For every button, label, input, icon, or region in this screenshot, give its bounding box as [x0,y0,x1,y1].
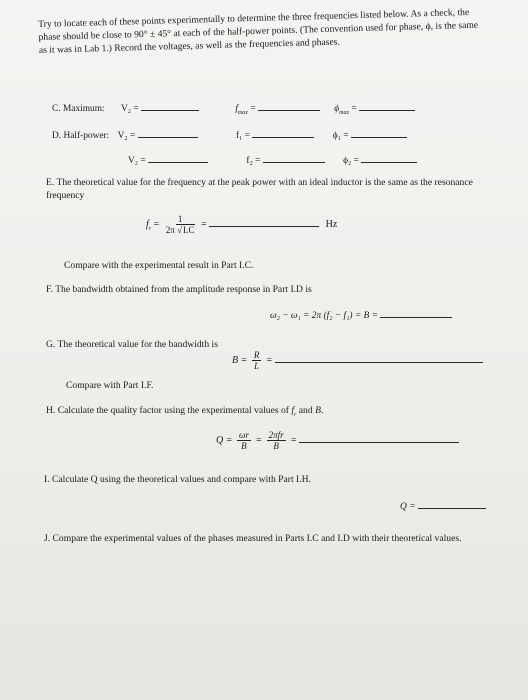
part-h-text-pre: H. Calculate the quality factor using the experimental values of [46,405,289,416]
part-g-lhs: B = [232,354,248,366]
part-d-f1: f₁ = [235,131,251,141]
part-c-v2: V₂ = [120,104,139,114]
part-d-v2-a: V₂ = [117,131,136,141]
part-e-text: E. The theoretical value for the frequency at the peak power with an ideal inductor is the same as the resonance frequency [46,177,473,201]
part-d-phi1-blank[interactable] [351,136,407,138]
part-h-fraction-1 [237,430,251,451]
part-c-phi: ϕ [334,104,340,114]
part-d-v2b-blank[interactable] [148,161,208,163]
part-e-num: 1 [177,214,183,224]
part-d-f2-blank[interactable] [263,161,325,163]
part-c-phi-sub: max [339,109,350,116]
part-g-den: L [254,361,260,371]
part-h-den1: B [241,441,247,451]
part-h-num1: ωr [238,430,249,440]
part-g-blank[interactable] [275,361,483,363]
part-c-f-blank[interactable] [258,109,320,111]
part-d-phi1: ϕ₁ = [332,131,349,141]
part-h-var-b: B [315,405,321,416]
part-h-den2: B [273,441,279,451]
part-d-f2: f₂ = [246,156,261,166]
part-e-lhs: f [146,218,149,230]
part-h-var-f-sub: r [294,411,297,418]
part-i-eq: Q = [400,502,416,512]
part-d-phi2: ϕ₂ = [343,156,359,166]
part-f-blank[interactable] [380,316,452,318]
part-g-fraction [252,350,262,371]
part-d-v2a-blank[interactable] [138,136,198,138]
part-e-blank[interactable] [209,225,319,227]
part-e-unit: Hz [325,218,338,230]
part-c-v2-blank[interactable] [141,109,199,111]
part-d-row1 [52,131,407,141]
part-c-label: C. Maximum: [52,104,105,114]
part-d-f1-blank[interactable] [252,136,314,138]
part-h-text-and: and [298,405,313,416]
part-c-f-sub: max [237,109,248,116]
part-d-row2 [128,156,417,166]
part-e-den-pre: 2π [165,225,175,235]
part-e-den-root: LC [183,225,195,235]
part-f-eq: ω₂ − ω₁ = 2π (f₂ − f₁) = B = [270,311,378,321]
part-h-lhs: Q = [216,434,233,446]
part-e-fraction: $\frac{1}{2\pi √LC}$ [165,214,195,235]
part-g-compare: Compare with Part I.F. [66,380,154,391]
intro-paragraph: Try to locate each of these points experimentally to determine the three frequencies listed below. As a check, the phase should be close to 90° ± 45° at each of the half-power points. (The convention used for phase, ϕ, is the same as it was in Lab 1.) Record the voltages, as well as the frequencies and phases. [38,6,479,56]
part-e-equation: $f_r$ = $\frac{1}{2\pi √LC}$ = Hz [146,214,338,235]
part-f-equation [270,311,452,321]
part-e-compare: Compare with the experimental result in Part I.C. [64,260,254,271]
part-f-text: F. The bandwidth obtained from the amplitude response in Part I.D is [46,284,312,295]
part-h-fraction-2 [267,430,286,451]
part-h-var-f: f [291,405,295,416]
part-g-equation: B = $\frac{R}{L}$ = [232,350,483,371]
part-i-blank[interactable] [418,507,486,509]
part-h-equation: Q = $\frac{\omega r}{B}$ = $\frac{\text{2πfr}}{B}$ = [216,430,459,451]
part-g-num: R [253,350,260,360]
part-c-phi-blank[interactable] [359,109,415,111]
part-j-text: J. Compare the experimental values of the phases measured in Parts I.C and I.D with their theoretical values. [44,533,462,544]
part-d-phi2-blank[interactable] [361,161,417,163]
part-d-label: D. Half-power: [52,131,110,141]
part-d-v2-b: V₂ = [128,156,146,166]
part-e-lhs-sub: r [148,225,152,232]
part-c-row: C. Maximum: $V_2 = f_{max} = \phi_{max}$ = [52,104,415,116]
part-h-num2: 2πfr [268,430,284,440]
part-i-equation [400,502,486,512]
part-g-text: G. The theoretical value for the bandwidth is [46,339,218,350]
part-h-blank[interactable] [299,441,459,443]
part-h-text: H. Calculate the quality factor using the experimental values of $f_r$ and B. [46,405,324,418]
part-i-text: I. Calculate Q using the theoretical values and compare with Part I.H. [44,474,311,485]
part-c-f: f [235,104,238,114]
